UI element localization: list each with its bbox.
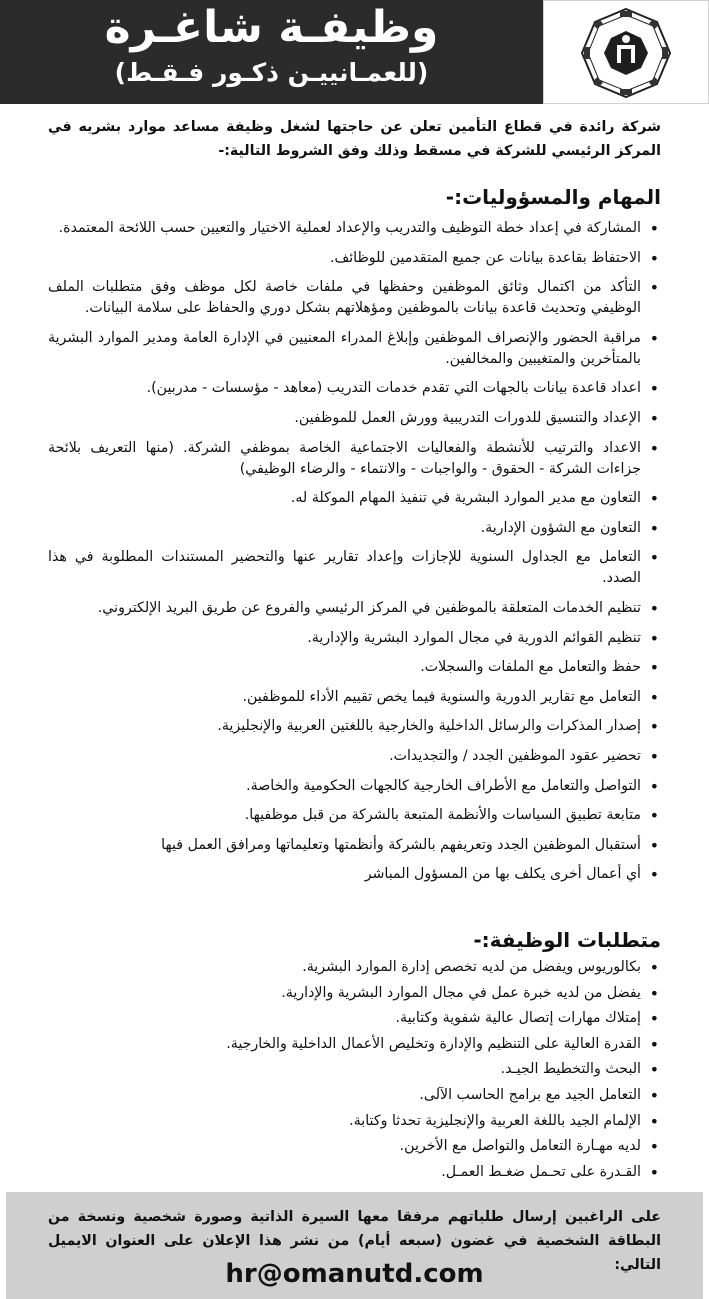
list-item: • البحث والتخطيط الجيـد.: [48, 1059, 661, 1080]
duties-heading: المهام والمسؤوليات:-: [445, 185, 661, 209]
list-item: • الإعداد والتنسيق للدورات التدريبية وورش العمل للموظفين.: [48, 408, 661, 429]
list-item: • تحضير عقود الموظفين الجدد / والتجديدات.: [48, 746, 661, 767]
list-item: • بكالوريوس ويفضل من لديه تخصص إدارة الموارد البشرية.: [48, 957, 661, 978]
list-item: • مراقبة الحضور والإنصراف الموظفين وإبلاغ المدراء المعنيين في الإدارة العامة ومدير الموارد البشرية بالمتأخرين والمتغيبين والمخالفين.: [48, 328, 661, 370]
list-item: • أستقبال الموظفين الجدد وتعريفهم بالشركة وأنظمتها وتعليماتها ومرافق العمل فيها: [48, 835, 661, 856]
intro-paragraph: شركة رائدة في قطاع التأمين تعلن عن حاجتها لشغل وظيفة مساعد موارد بشريه في المركز الرئيسي للشركة في مسقط وذلك وفق الشروط التالية:-: [48, 119, 661, 159]
list-item: • متابعة تطبيق السياسات والأنظمة المتبعة بالشركة من قبل موظفيها.: [48, 805, 661, 826]
list-item: • التعامل الجيد مع برامج الحاسب الآلى.: [48, 1085, 661, 1106]
requirements-heading: متطلبات الوظيفة:-: [473, 928, 661, 952]
list-item: • لديه مهـارة التعامل والتواصل مع الأخرين.: [48, 1136, 661, 1157]
list-item: • الاحتفاظ بقاعدة بيانات عن جميع المتقدمين للوظائف.: [48, 248, 661, 269]
page-subtitle: (للعمـانييـن ذكـور فـقـط): [114, 58, 429, 87]
requirements-list: [48, 957, 661, 1187]
list-item: • التعاون مع الشؤون الإدارية.: [48, 518, 661, 539]
list-item: • اعداد قاعدة بيانات بالجهات التي تقدم خدمات التدريب (معاهد - مؤسسات - مدربين).: [48, 378, 661, 399]
list-item: • إمتلاك مهارات إتصال عالية شفوية وكتابية.: [48, 1008, 661, 1029]
list-item: • القـدرة على تحـمل ضغـط العمـل.: [48, 1162, 661, 1183]
list-item: • الإلمام الجيد باللغة العربية والإنجليزية تحدثا وكتابة.: [48, 1111, 661, 1132]
company-logo: [543, 0, 709, 104]
contact-email: hr@omanutd.com: [225, 1259, 484, 1289]
list-item: • حفظ والتعامل مع الملفات والسجلات.: [48, 657, 661, 678]
list-item: • القدرة العالية على التنظيم والإدارة وتخليص الأعمال الداخلية والخارجية.: [48, 1034, 661, 1055]
title-block: [0, 0, 543, 104]
list-item: • المشاركة في إعداد خطة التوظيف والتدريب والإعداد لعملية الاختيار والتعيين حسب اللائحة المعتمدة.: [48, 218, 661, 239]
list-item: • التأكد من اكتمال وثائق الموظفين وحفظها في ملفات خاصة لكل موظف وفق متطلبات الملف الوظيفي وتحديث قاعدة بيانات بالموظفين ومؤهلاتهم بشكل دوري والحفاظ على سلامة البيانات.: [48, 277, 661, 319]
list-item: • أي أعمال أخرى يكلف بها من المسؤول المباشر: [48, 864, 661, 885]
list-item: • التعامل مع تقارير الدورية والسنوية فيما يخص تقييم الأداء للموظفين.: [48, 687, 661, 708]
list-item: • إصدار المذكرات والرسائل الداخلية والخارجية باللغتين العربية والإنجليزية.: [48, 716, 661, 737]
company-seal-logo-icon: [550, 4, 702, 102]
page-title: وظيفـة شاغـرة: [104, 2, 439, 53]
list-item: • التعاون مع مدير الموارد البشرية في تنفيذ المهام الموكلة له.: [48, 488, 661, 509]
list-item: • التعامل مع الجداول السنوية للإجازات وإعداد تقارير عنها والتحضير المستندات المطلوبة في هذا الصدد.: [48, 547, 661, 589]
list-item: • التواصل والتعامل مع الأطراف الخارجية كالجهات الحكومية والخاصة.: [48, 776, 661, 797]
list-item: • تنظيم القوائم الدورية في مجال الموارد البشرية والإدارية.: [48, 628, 661, 649]
list-item: • يفضل من لديه خبرة عمل في مجال الموارد البشرية والإدارية.: [48, 983, 661, 1004]
list-item: • تنظيم الخدمات المتعلقة بالموظفين في المركز الرئيسي والفروع عن طريق البريد الإلكتروني.: [48, 598, 661, 619]
application-footer: [6, 1192, 703, 1299]
list-item: • الاعداد والترتيب للأنشطة والفعاليات الاجتماعية الخاصة بموظفي الشركة. (منها التعريف بلائحة جزاءات الشركة - الحقوق - والواجبات - والانتماء - والرضاء الوظيفي): [48, 438, 661, 480]
application-instructions: على الراغبين إرسال طلباتهم مرفقا معها السيرة الذاتية وصورة شخصية ونسخة من البطاقة الشخصية في غضون (سبعه أيام) من نشر هذا الإعلان على العنوان الايميل التالي:: [48, 1209, 661, 1273]
duties-list: [48, 218, 661, 894]
header: [0, 0, 709, 104]
